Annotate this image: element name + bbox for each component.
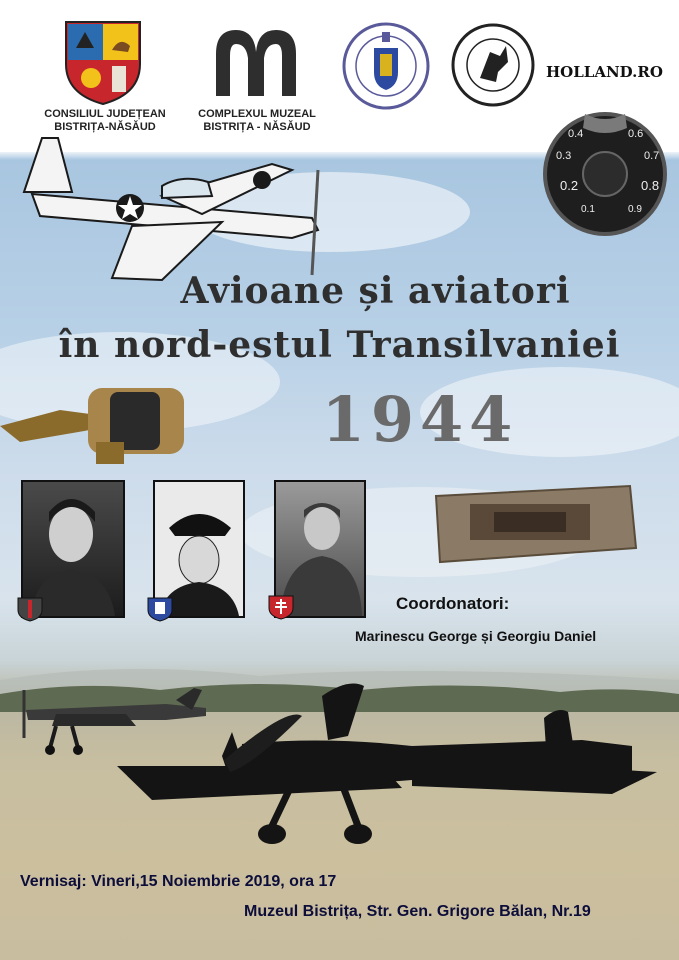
museum-complex-caption: COMPLEXUL MUZEAL BISTRIȚA - NĂSĂUD bbox=[198, 108, 316, 133]
poster-title-line1: Avioane și aviatori bbox=[180, 270, 571, 312]
county-council-caption: CONSILIUL JUDEȚEAN BISTRIȚA-NĂSĂUD bbox=[44, 108, 166, 133]
brass-cylinder-artifact-icon bbox=[0, 380, 200, 470]
gauge-tick-9: 0.9 bbox=[628, 204, 642, 215]
gauge-tick-6: 0.6 bbox=[628, 128, 644, 140]
coordinators-names: Marinescu George și Georgiu Daniel bbox=[355, 628, 597, 644]
gauge-tick-8: 0.8 bbox=[641, 178, 660, 193]
exhibition-location: Muzeul Bistrița, Str. Gen. Grigore Bălan, Nr.19 bbox=[244, 903, 591, 920]
fighter-plane-silhouette-icon bbox=[112, 676, 662, 861]
poster-title-line2: în nord-estul Transilvaniei bbox=[58, 324, 621, 366]
county-crest-icon bbox=[62, 18, 144, 106]
coordinators-label: Coordonatori: bbox=[396, 594, 510, 613]
holland-logo: HOLLAND.RO bbox=[546, 63, 663, 81]
slovak-unit-badge-icon bbox=[267, 594, 295, 620]
gauge-tick-4: 0.4 bbox=[568, 128, 584, 140]
museum-m-logo-icon bbox=[210, 24, 302, 100]
us-unit-badge-icon bbox=[146, 596, 174, 622]
vernissage-date: Vernisaj: Vineri,15 Noiembrie 2019, ora 17 bbox=[20, 873, 337, 890]
p51-mustang-drawing-icon bbox=[12, 130, 332, 290]
altimeter-gauge-icon bbox=[535, 108, 675, 238]
research-group-emblem-icon bbox=[450, 22, 536, 108]
gauge-tick-7: 0.7 bbox=[644, 150, 660, 162]
poster-year: 1944 bbox=[321, 383, 519, 456]
gauge-tick-3: 0.3 bbox=[556, 150, 572, 162]
corroded-metal-part-icon bbox=[430, 478, 640, 568]
gauge-tick-1: 0.1 bbox=[581, 204, 595, 215]
german-unit-badge-icon bbox=[16, 596, 44, 622]
association-emblem-icon bbox=[340, 20, 432, 112]
gauge-tick-2: 0.2 bbox=[560, 178, 579, 193]
